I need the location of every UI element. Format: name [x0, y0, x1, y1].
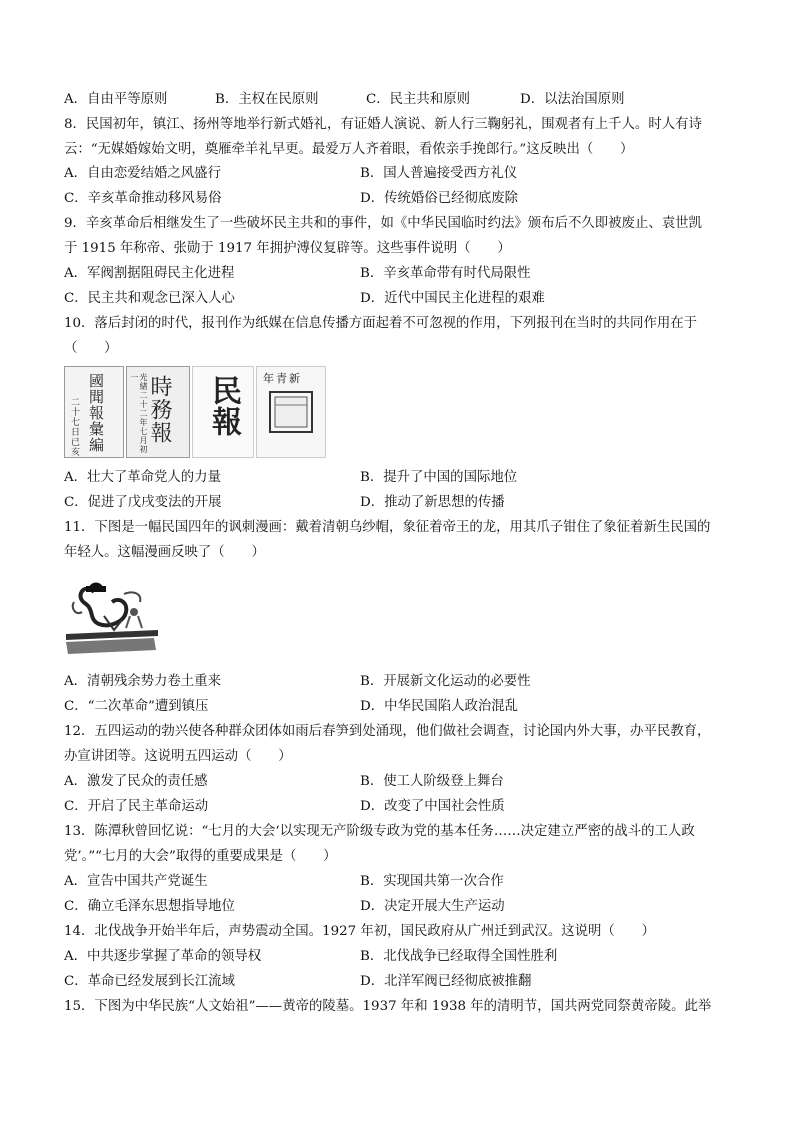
q8-option-c[interactable]: C．辛亥革命推动移风易俗: [64, 191, 222, 206]
q9-option-d[interactable]: D．近代中国民主化进程的艰难: [360, 291, 545, 306]
q12-option-d[interactable]: D．改变了中国社会性质: [360, 799, 505, 814]
q7-option-a[interactable]: A．自由平等原则: [64, 92, 168, 107]
newspaper-xinqingnian: 年青新: [256, 366, 326, 458]
q12-stem-line-1: 12．五四运动的勃兴使各种群众团体如雨后春笋到处涌现，他们做社会调查，讨论国内外大事，办平民教育，: [64, 724, 711, 739]
newspaper-shiwu: 光緒二十二年七月初一 時務報: [126, 366, 190, 458]
q9-option-b[interactable]: B．辛亥革命带有时代局限性: [360, 266, 531, 281]
q8-option-a[interactable]: A．自由恋爱结婚之风盛行: [64, 166, 221, 181]
q14-option-d[interactable]: D．北洋军阀已经彻底被推翻: [360, 974, 532, 989]
q14-option-c[interactable]: C．革命已经发展到长江流域: [64, 974, 235, 989]
q10-stem-line-2: （ ）: [64, 341, 118, 356]
newspaper-minbao: 民報: [192, 366, 254, 458]
q13-option-b[interactable]: B．实现国共第一次合作: [360, 874, 504, 889]
q13-stem-line-2: 党’。”“七月的大会”取得的重要成果是（ ）: [64, 849, 337, 864]
q8-stem-line-1: 8．民国初年，镇江、扬州等地举行新式婚礼，有证婚人演说、新人行三鞠躬礼，围观者有上千人。时人有诗: [64, 117, 702, 132]
q9-stem-line-1: 9．辛亥革命后相继发生了一些破坏民主共和的事件，如《中华民国临时约法》颁布后不久即被废止、袁世凯: [64, 216, 702, 231]
q11-stem-line-1: 11．下图是一幅民国四年的讽刺漫画：戴着清朝乌纱帽，象征着帝王的龙，用其爪子钳住了象征着新生民国的: [64, 520, 711, 535]
q12-stem-line-2: 办宣讲团等。这说明五四运动（ ）: [64, 749, 292, 764]
q11-stem-line-2: 年轻人。这幅漫画反映了（ ）: [64, 545, 265, 560]
q7-option-b[interactable]: B．主权在民原则: [215, 92, 319, 107]
q9-stem-line-2: 于 1915 年称帝、张勋于 1917 年拥护溥仪复辟等。这些事件说明（ ）: [64, 241, 511, 256]
q7-option-c[interactable]: C．民主共和原则: [366, 92, 470, 107]
q13-option-a[interactable]: A．宣告中国共产党诞生: [64, 874, 208, 889]
cover-emblem-icon: [267, 389, 315, 435]
q11-option-d[interactable]: D．中华民国陷人政治混乱: [360, 699, 519, 714]
q9-option-c[interactable]: C．民主共和观念已深入人心: [64, 291, 235, 306]
q7-option-d[interactable]: D．以法治国原则: [520, 92, 625, 107]
q8-option-d[interactable]: D．传统婚俗已经彻底废除: [360, 191, 519, 206]
q10-stem-line-1: 10．落后封闭的时代，报刊作为纸媒在信息传播方面起着不可忽视的作用，下列报刊在当时的共同作用在于: [64, 316, 698, 331]
q10-option-d[interactable]: D．推动了新思想的传播: [360, 495, 505, 510]
q11-option-a[interactable]: A．清朝残余势力卷土重来: [64, 674, 221, 689]
q14-option-a[interactable]: A．中共逐步掌握了革命的领导权: [64, 949, 262, 964]
q8-option-b[interactable]: B．国人普遍接受西方礼仪: [360, 166, 518, 181]
q14-stem-line-1: 14．北伐战争开始半年后，声势震动全国。1927 年初，国民政府从广州迁到武汉。这说明（ ）: [64, 924, 655, 939]
q14-option-b[interactable]: B．北伐战争已经取得全国性胜利: [360, 949, 558, 964]
q13-option-d[interactable]: D．决定开展大生产运动: [360, 899, 505, 914]
q11-option-b[interactable]: B．开展新文化运动的必要性: [360, 674, 531, 689]
q10-option-c[interactable]: C．促进了戊戌变法的开展: [64, 495, 222, 510]
q10-option-b[interactable]: B．提升了中国的国际地位: [360, 470, 518, 485]
q13-stem-line-1: 13．陈潭秋曾回忆说：“七月的大会‘以实现无产阶级专政为党的基本任务……决定建立严密的战斗的工人政: [64, 824, 695, 839]
q9-option-a[interactable]: A．军阀割据阻碍民主化进程: [64, 266, 235, 281]
q12-option-a[interactable]: A．激发了民众的责任感: [64, 774, 208, 789]
q15-stem-line-1: 15．下图为中华民族“人文始祖”——黄帝的陵墓。1937 年和 1938 年的清明节，国共两党同祭黄帝陵。此举: [64, 999, 712, 1014]
q12-option-b[interactable]: B．使工人阶级登上舞台: [360, 774, 504, 789]
q10-option-a[interactable]: A．壮大了革命党人的力量: [64, 470, 221, 485]
newspaper-guowen: 二十七日已亥 國聞報彙編: [64, 366, 124, 458]
newspaper-figure: [64, 366, 326, 458]
q12-option-c[interactable]: C．开启了民主革命运动: [64, 799, 209, 814]
q13-option-c[interactable]: C．确立毛泽东思想指导地位: [64, 899, 235, 914]
q8-stem-line-2: 云：“无媒婚嫁始文明，奠雁牵羊礼早更。最爱万人齐着眼，看侬亲手挽郎行。”这反映出（ ）: [64, 142, 634, 157]
cartoon-dragon-image: [64, 572, 160, 662]
q11-option-c[interactable]: C．“二次革命”遭到镇压: [64, 699, 209, 714]
